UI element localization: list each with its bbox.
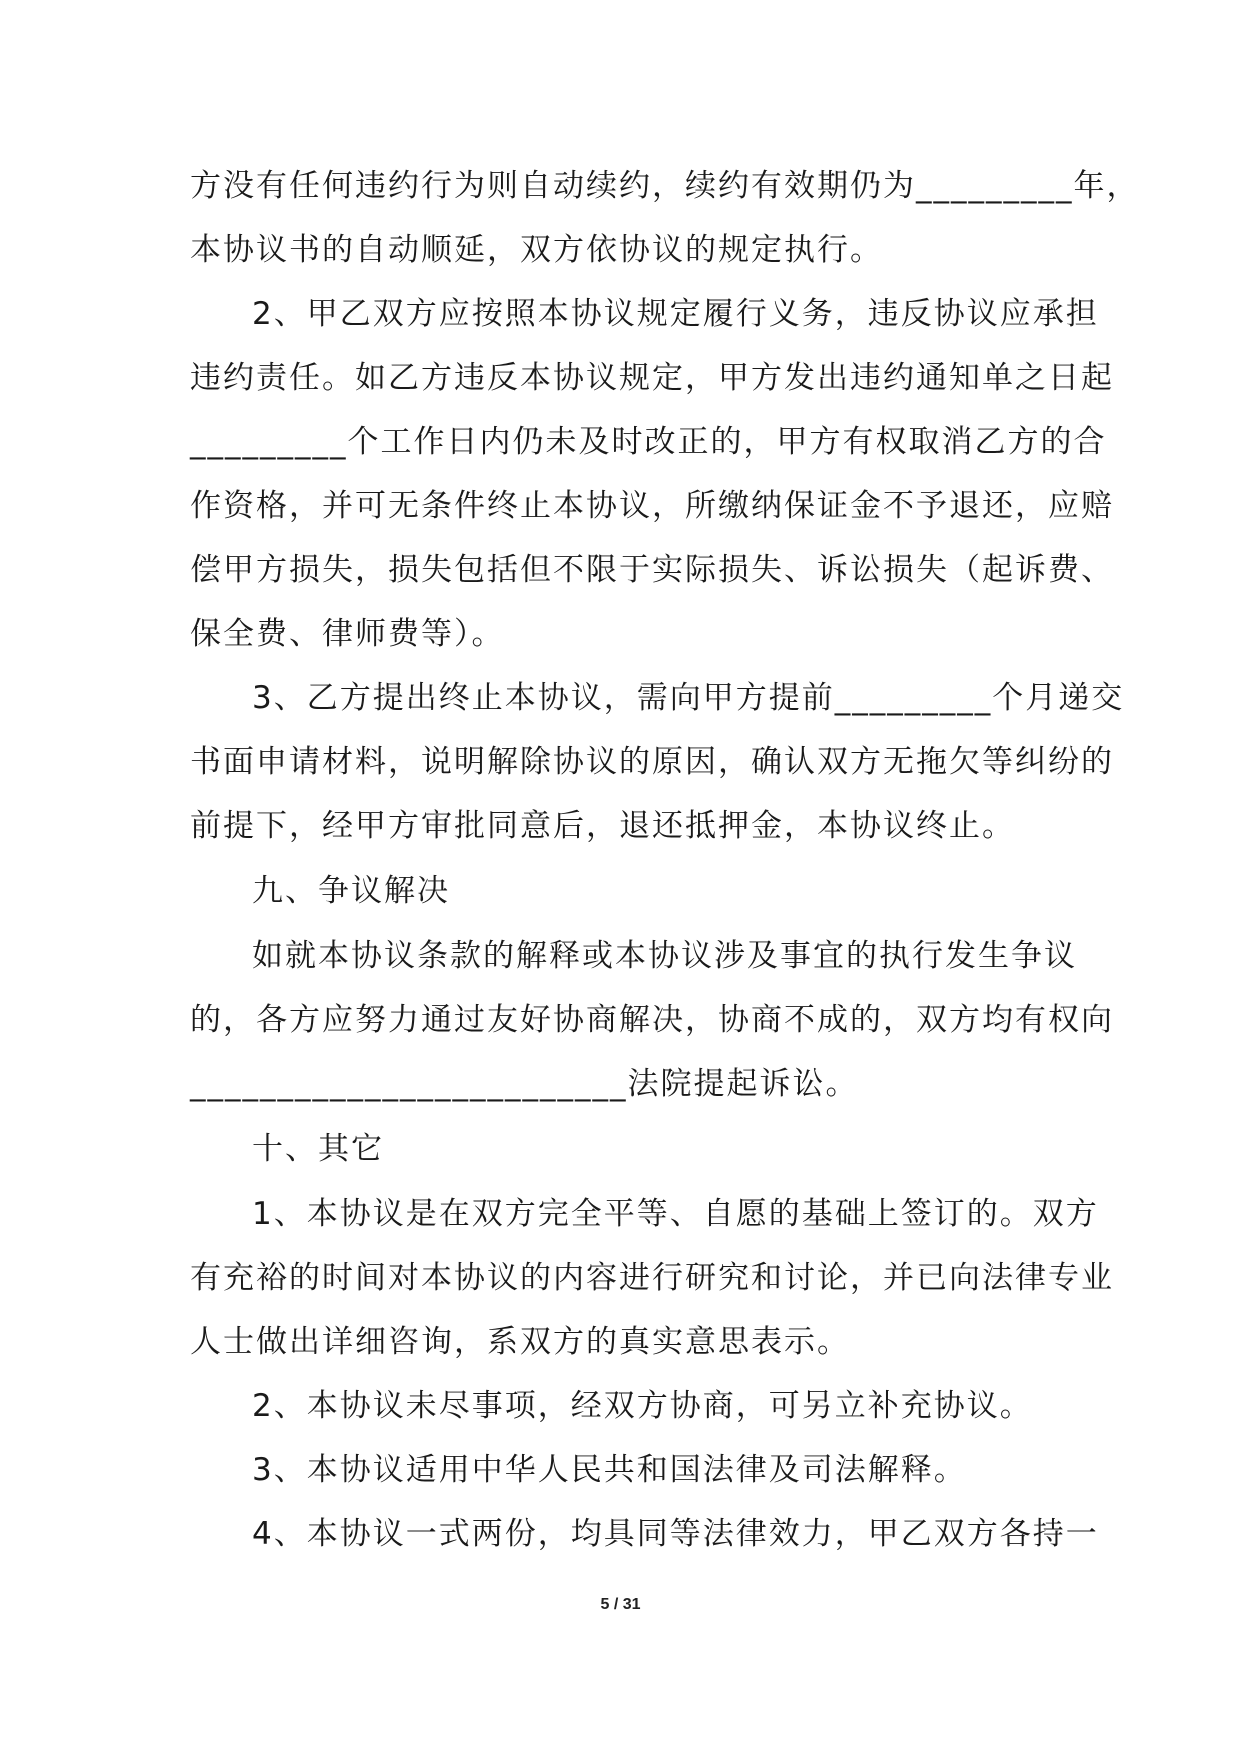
text-line: 2、甲乙双方应按照本协议规定履行义务，违反协议应承担 [252,296,1099,332]
text-line: 的，各方应努力通过友好协商解决，协商不成的，双方均有权向 [190,1002,1114,1038]
section-heading: 十、其它 [252,1131,384,1167]
text-line: 偿甲方损失，损失包括但不限于实际损失、诉讼损失（起诉费、 [190,552,1114,588]
text-line: _________________________法院提起诉讼。 [190,1066,859,1102]
text-line: 作资格，并可无条件终止本协议，所缴纳保证金不予退还，应赔 [190,488,1114,524]
text-line: 保全费、律师费等）。 [190,616,505,652]
text-line: 书面申请材料，说明解除协议的原因，确认双方无拖欠等纠纷的 [190,744,1114,780]
text-line: 3、乙方提出终止本协议，需向甲方提前_________个月递交 [252,680,1125,716]
section-heading: 九、争议解决 [252,873,450,909]
page-number: 5 / 31 [600,1596,641,1613]
text-line: 人士做出详细咨询，系双方的真实意思表示。 [190,1324,850,1360]
text-line: 2、本协议未尽事项，经双方协商，可另立补充协议。 [252,1388,1033,1424]
text-line: 3、本协议适用中华人民共和国法律及司法解释。 [252,1452,967,1488]
text-line: 如就本协议条款的解释或本协议涉及事宜的执行发生争议 [252,938,1077,974]
text-line: 有充裕的时间对本协议的内容进行研究和讨论，并已向法律专业 [190,1260,1114,1296]
text-line: 前提下，经甲方审批同意后，退还抵押金，本协议终止。 [190,808,1015,844]
document-body [190,154,1140,1566]
text-line: 4、本协议一式两份，均具同等法律效力，甲乙双方各持一 [252,1516,1099,1552]
text-line: _________个工作日内仍未及时改正的，甲方有权取消乙方的合 [190,424,1107,460]
text-line: 本协议书的自动顺延，双方依协议的规定执行。 [190,232,883,268]
text-line: 1、本协议是在双方完全平等、自愿的基础上签订的。双方 [252,1196,1099,1232]
text-line: 方没有任何违约行为则自动续约，续约有效期仍为_________年， [190,168,1140,204]
text-line: 违约责任。如乙方违反本协议规定，甲方发出违约通知单之日起 [190,360,1114,396]
